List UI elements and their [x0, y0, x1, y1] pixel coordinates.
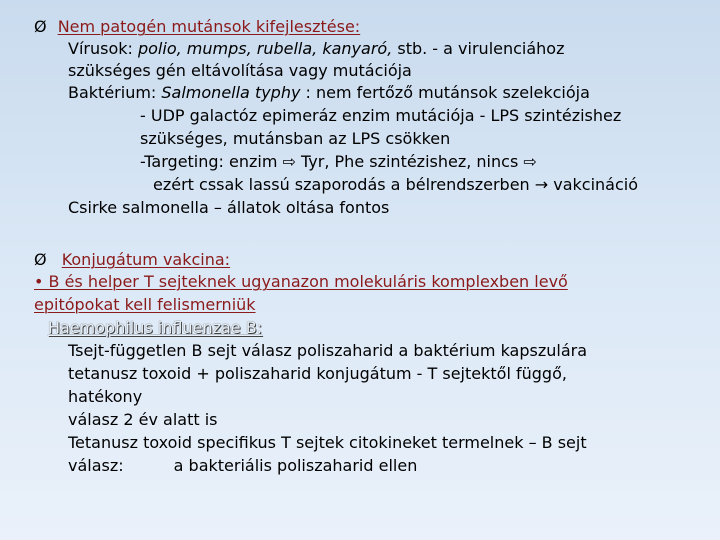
section2-heading: Konjugátum vakcina: — [61, 250, 231, 269]
hatekony-line: hatékony — [68, 387, 143, 406]
targeting-a: -Targeting: enzim — [140, 152, 283, 171]
viruses-italic: polio, mumps, rubella, kanyaró, — [137, 39, 393, 58]
viruses-line — [68, 40, 565, 58]
haemophilus-subheading: Haemophilus influenzae B: — [48, 318, 263, 337]
section1-heading: Nem patogén mutánsok kifejlesztése: — [57, 17, 361, 36]
viruses-rest: stb. - a virulenciához — [392, 39, 565, 58]
chicken-line: Csirke salmonella – állatok oltása fontos — [68, 198, 390, 217]
solid-arrow-icon: → — [534, 175, 549, 194]
bullet-arrow-icon: Ø — [34, 250, 47, 269]
tsejt-line: Tsejt-független B sejt válasz poliszaharid a baktérium kapszulára — [68, 341, 588, 360]
viruses-line-2: szükséges gén eltávolítása vagy mutációja — [68, 61, 412, 80]
citokin-line: Tetanusz toxoid specifikus T sejtek citokineket termelnek – B sejt — [68, 433, 587, 452]
valasz-label: válasz: — [68, 456, 124, 475]
tetanusz-line: tetanusz toxoid + poliszaharid konjugátum - T sejtektől függő, — [68, 364, 567, 383]
growth-b: vakcináció — [548, 175, 639, 194]
bacterium-prefix: Baktérium: — [68, 83, 162, 102]
bacterium-line — [68, 84, 590, 102]
haemophilus-subheading-wrap — [48, 319, 262, 337]
udp-line: - UDP galactóz epimeráz enzim mutációja - LPS szintézishez — [140, 106, 622, 125]
conjugate-line-1: • B és helper T sejteknek ugyanazon molekuláris komplexben levő — [34, 272, 568, 291]
valasz-2ev-line: válasz 2 év alatt is — [68, 410, 218, 429]
growth-line — [153, 176, 638, 194]
lps-line: szükséges, mutánsban az LPS csökken — [140, 129, 451, 148]
section1-heading-line — [34, 18, 360, 36]
targeting-line — [140, 153, 537, 171]
growth-a: ezért cssak lassú szaporodás a bélrendszerben — [153, 175, 535, 194]
valasz-line — [68, 457, 417, 475]
bacterium-italic: Salmonella typhy — [161, 83, 301, 102]
viruses-prefix: Vírusok: — [68, 39, 138, 58]
conjugate-line-2: epitópokat kell felismerniük — [34, 295, 256, 314]
bullet-arrow-icon: Ø — [34, 17, 47, 36]
valasz-rest: a bakteriális poliszaharid ellen — [173, 456, 418, 475]
hollow-arrow-icon: ⇨ — [523, 152, 537, 171]
hollow-arrow-icon: ⇨ — [282, 152, 296, 171]
section2-heading-line — [34, 251, 230, 269]
bacterium-rest: : nem fertőző mutánsok szelekciója — [300, 83, 590, 102]
targeting-b: Tyr, Phe szintézishez, nincs — [295, 152, 524, 171]
